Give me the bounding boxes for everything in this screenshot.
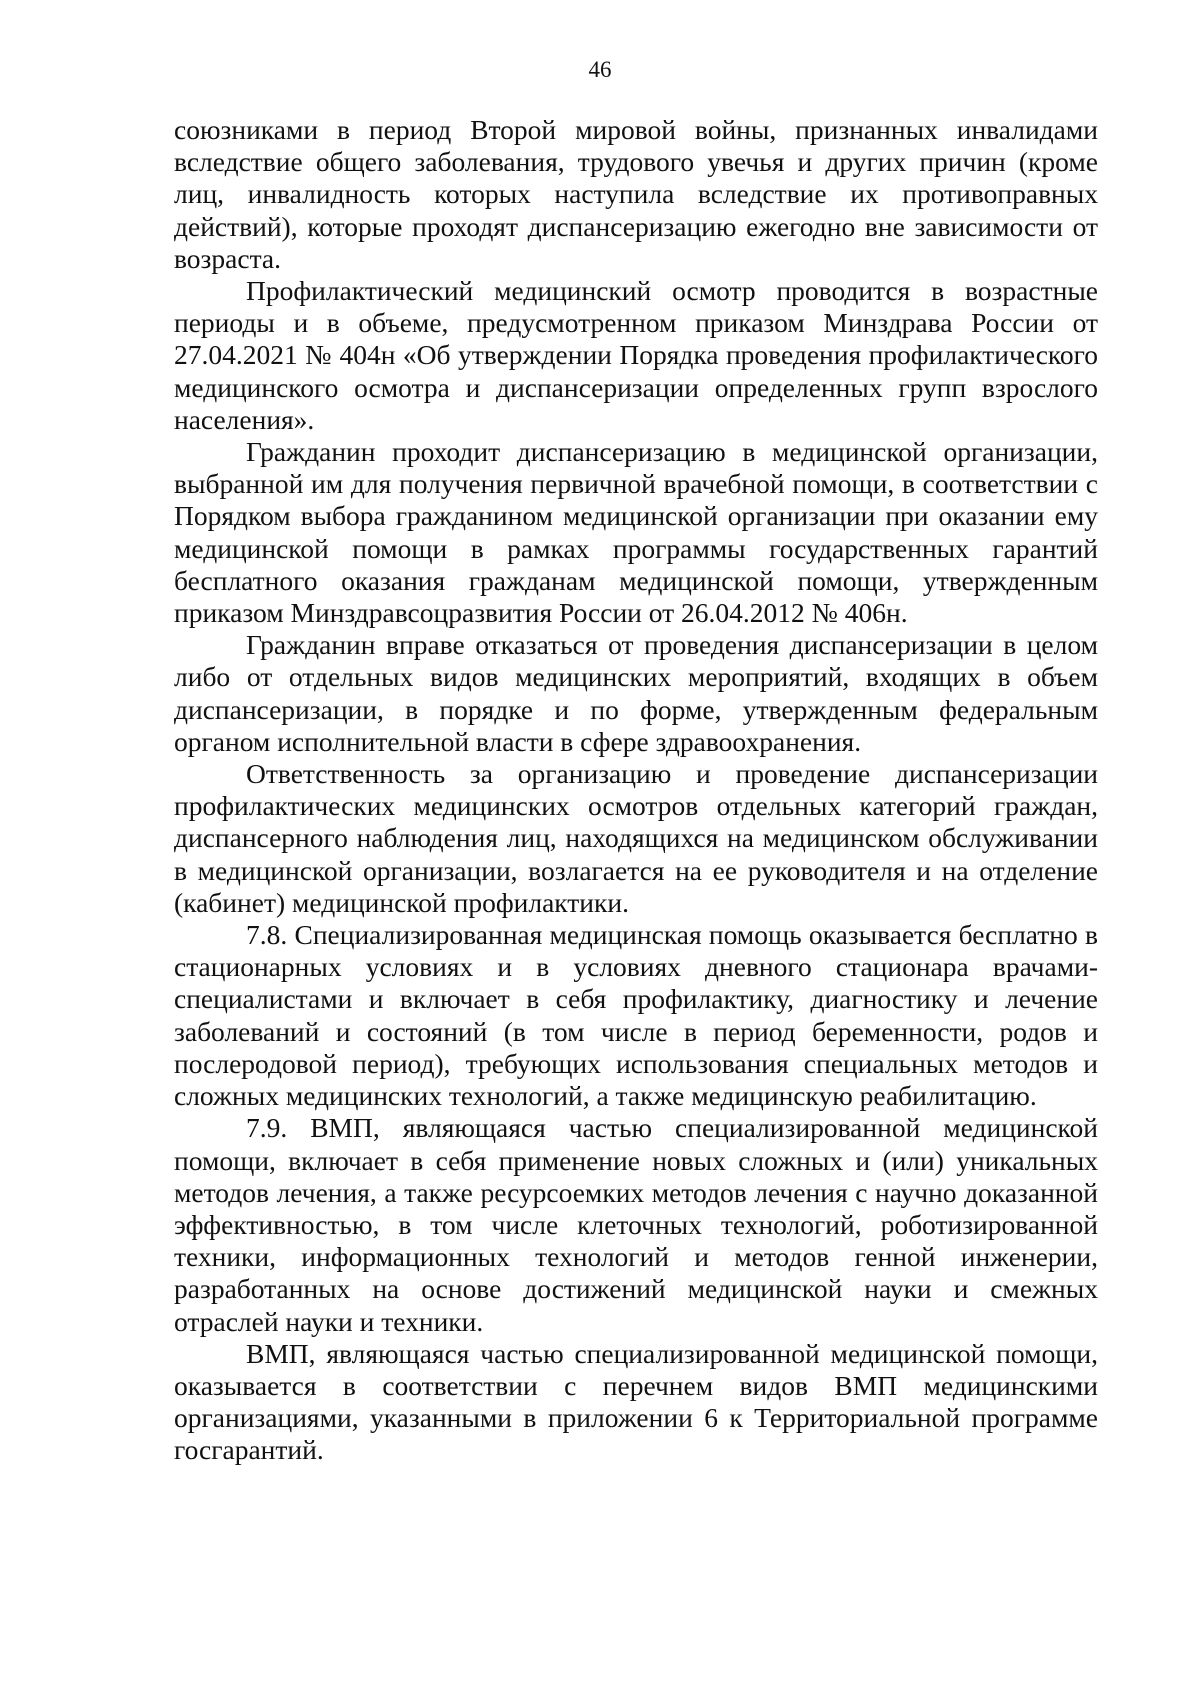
paragraph-preventive-exam: Профилактический медицинский осмотр проводится в возрастные периоды и в объеме, предусмотренном приказом Минздрава России от 27.04.2021 № 404н «Об утверждении Порядка проведения профилактического медицинского осмотра и диспансеризации определенных групп взрослого населения». [174,275,1098,435]
document-body [174,114,1098,1467]
paragraph-vmp-appendix: ВМП, являющаяся частью специализированной медицинской помощи, оказывается в соответствии с перечнем видов ВМП медицинскими организациями, указанными в приложении 6 к Территориальной программе госгарантий. [174,1337,1098,1466]
paragraph-continuation: союзниками в период Второй мировой войны, признанных инвалидами вследствие общего заболевания, трудового увечья и других причин (кроме лиц, инвалидность которых наступила вследствие их противоправных действий), которые проходят диспансеризацию ежегодно вне зависимости от возраста. [174,114,1098,274]
paragraph-section-7-9: 7.9. ВМП, являющаяся частью специализированной медицинской помощи, включает в себя применение новых сложных и (или) уникальных методов лечения, а также ресурсоемких методов лечения с научно доказанной эффективностью, в том числе клеточных технологий, роботизированной техники, информационных технологий и методов генной инженерии, разработанных на основе достижений медицинской науки и смежных отраслей науки и техники. [174,1112,1098,1337]
page-number: 46 [588,57,612,82]
paragraph-dispensary-organization: Гражданин проходит диспансеризацию в медицинской организации, выбранной им для получения первичной врачебной помощи, в соответствии с Порядком выбора гражданином медицинской организации при оказании ему медицинской помощи в рамках программы государственных гарантий бесплатного оказания гражданам медицинской помощи, утвержденным приказом Минздравсоцразвития России от 26.04.2012 № 406н. [174,436,1098,629]
paragraph-section-7-8: 7.8. Специализированная медицинская помощь оказывается бесплатно в стационарных условиях и в условиях дневного стационара врачами-специалистами и включает в себя профилактику, диагностику и лечение заболеваний и состояний (в том числе в период беременности, родов и послеродовой период), требующих использования специальных методов и сложных медицинских технологий, а также медицинскую реабилитацию. [174,919,1098,1112]
paragraph-responsibility: Ответственность за организацию и проведение диспансеризации профилактических медицинских осмотров отдельных категорий граждан, диспансерного наблюдения лиц, находящихся на медицинском обслуживании в медицинской организации, возлагается на ее руководителя и на отделение (кабинет) медицинской профилактики. [174,758,1098,918]
paragraph-refusal-right: Гражданин вправе отказаться от проведения диспансеризации в целом либо от отдельных видов медицинских мероприятий, входящих в объем диспансеризации, в порядке и по форме, утвержденным федеральным органом исполнительной власти в сфере здравоохранения. [174,629,1098,757]
